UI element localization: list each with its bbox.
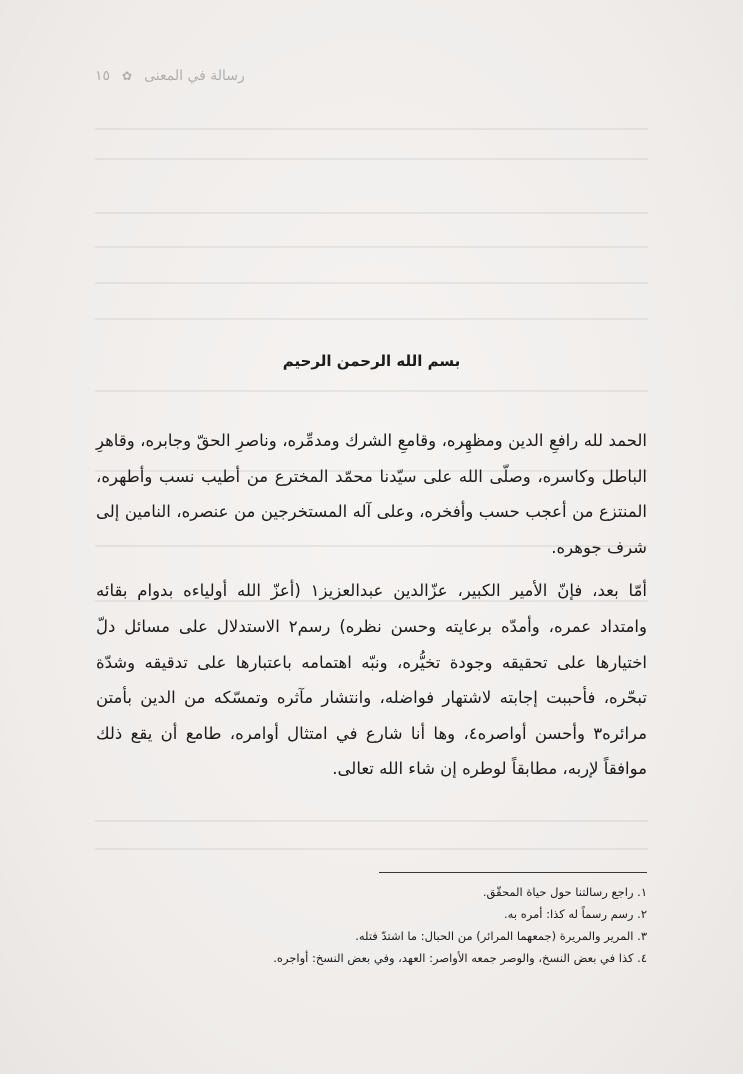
- bleed-through-line: [95, 282, 648, 284]
- page-number: ١٥: [95, 68, 111, 84]
- running-header: [95, 68, 648, 84]
- bleed-through-line: [95, 128, 648, 130]
- running-title: رسالة في المعنى: [144, 68, 245, 84]
- main-text: [96, 423, 647, 787]
- paragraph-intro: أمّا بعد، فإنّ الأمير الكبير، عزّالدين عبدالعزيز١ (أعزّ الله أولياءه بدوام بقائه وامتداد عمره، وأمدّه برعايته وحسن نظره) رسم٢ الاستدلال على مسائل دلّ اختيارها على تحقيقه وجودة تخيُّره، ونبّه اهتمامه باعتبارها على تدقيقه وشدّة تبحّره، فأحببت إجابته لاشتهار فواضله، وانتشار مآثره وتمسّكه من الدين بأمتن مرائره٣ وأحسن أواصره٤، وها أنا شارع في امتثال أوامره، طامع أن يقع ذلك موافقاً لإربه، مطابقاً لوطره إن شاء الله تعالى.: [96, 581, 648, 779]
- bleed-through-line: [95, 318, 648, 320]
- paragraph-praise: الحمد لله رافعِ الدين ومظهِره، وقامعِ الشرك ومدمِّره، وناصرِ الحقّ وجابره، وقاهرِ الباطل وكاسره، وصلّى الله على سيّدنا محمّد المخترع من أطيب نسب وأطهره، المنتزع من أعجب حسب وأفخره، وعلى آله المستخرجين من عنصره، النامين إلى شرف جوهره.: [96, 431, 647, 557]
- footnote-1: ١. راجع رسالتنا حول حياة المحقّق.: [482, 885, 647, 899]
- footnote-4: ٤. كذا في بعض النسخ، والوصر جمعه الأواصر: العهد، وفي بعض النسخ: أواجره.: [273, 951, 647, 965]
- bleed-through-line: [95, 820, 648, 822]
- bleed-through-line: [95, 246, 648, 248]
- footnote-divider: [379, 872, 647, 873]
- basmala-heading: بسم الله الرحمن الرحيم: [282, 352, 461, 370]
- footnotes: [96, 881, 647, 969]
- bleed-through-line: [95, 848, 648, 850]
- footnote-2: ٢. رسم رسماً له كذا: أمره به.: [504, 907, 647, 921]
- footnote-3: ٣. المرير والمريرة (جمعهما المرائر) من الحبال: ما اشتدّ فتله.: [355, 929, 647, 943]
- bleed-through-line: [95, 212, 648, 214]
- ornament-icon: ✿: [122, 69, 133, 83]
- bleed-through-line: [95, 390, 648, 392]
- bleed-through-line: [95, 158, 648, 160]
